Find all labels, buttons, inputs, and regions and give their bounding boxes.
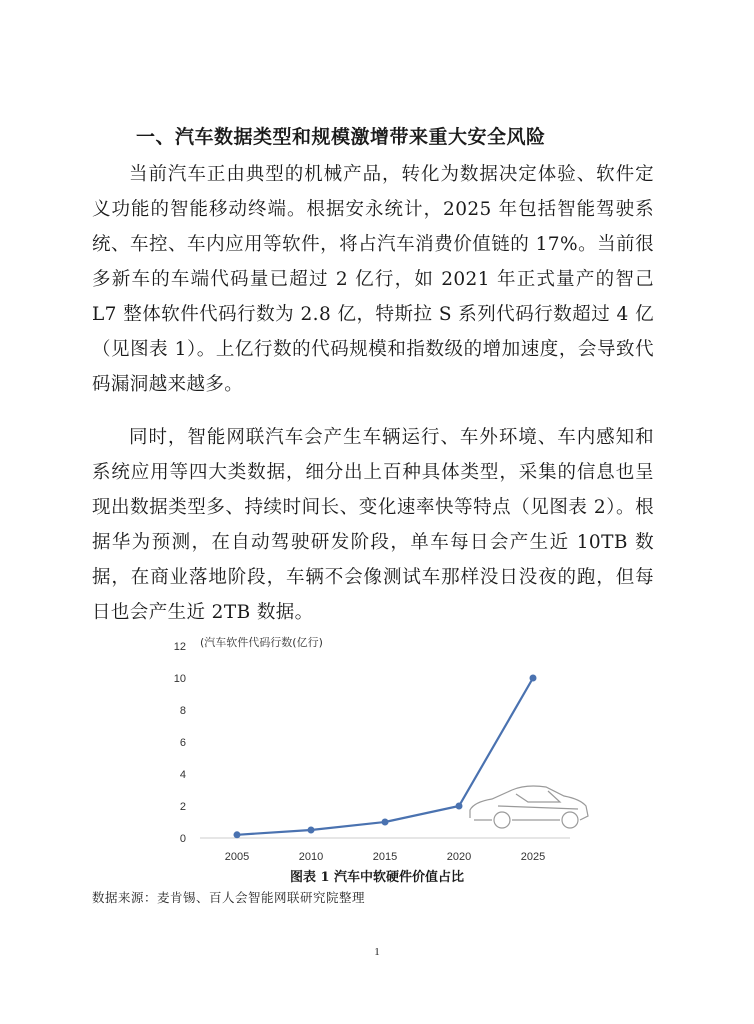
page-number: 1: [374, 946, 380, 958]
y-tick-label: 6: [179, 737, 186, 749]
x-tick-label: 2020: [446, 851, 472, 863]
paragraph-1: 当前汽车正由典型的机械产品，转化为数据决定体验、软件定义功能的智能移动终端。根据安永统计，2025 年包括智能驾驶系统、车控、车内应用等软件，将占汽车消费价值链的 17%。当前很多新车的车端代码量已超过 2 亿行，如 2021 年正式量产的智己 L7 整体软件代码行数为 2.8 亿，特斯拉 S 系列代码行数超过 4 亿（见图表 1）。上亿行数的代码规模和指数级的增加速度，会导致代码漏洞越来越多。: [92, 164, 654, 395]
y-tick-label: 12: [173, 641, 186, 653]
data-source: 数据来源：麦肯锡、百人会智能网联研究院整理: [92, 890, 366, 905]
y-axis-label: (汽车软件代码行数(亿行): [200, 636, 323, 649]
x-tick-label: 2005: [224, 851, 250, 863]
x-tick-label: 2025: [520, 851, 546, 863]
y-tick-label: 2: [179, 801, 186, 813]
y-tick-label: 4: [179, 769, 186, 781]
y-tick-label: 8: [179, 705, 186, 717]
series-line: [237, 678, 533, 835]
car-icon: [470, 786, 588, 828]
chart-svg: [150, 632, 570, 862]
data-point-2025: [530, 675, 537, 682]
x-tick-label: 2010: [298, 851, 324, 863]
code-lines-chart: [150, 632, 570, 862]
data-point-2010: [308, 827, 315, 834]
section-heading: 一、汽车数据类型和规模激增带来重大安全风险: [136, 126, 546, 148]
figure-caption: 图表 1 汽车中软硬件价值占比: [289, 870, 465, 885]
data-point-2020: [456, 803, 463, 810]
data-point-2005: [234, 831, 241, 838]
paragraph-2: 同时，智能网联汽车会产生车辆运行、车外环境、车内感知和系统应用等四大类数据，细分出上百种具体类型，采集的信息也呈现出数据类型多、持续时间长、变化速率快等特点（见图表 2）。根据华为预测，在自动驾驶研发阶段，单车每日会产生近 10TB 数据，在商业落地阶段，车辆不会像测试车那样没日没夜的跑，但每日也会产生近 2TB 数据。: [92, 427, 654, 623]
data-point-2015: [382, 819, 389, 826]
x-tick-label: 2015: [372, 851, 398, 863]
y-tick-label: 0: [179, 833, 186, 845]
y-tick-label: 10: [173, 673, 186, 685]
